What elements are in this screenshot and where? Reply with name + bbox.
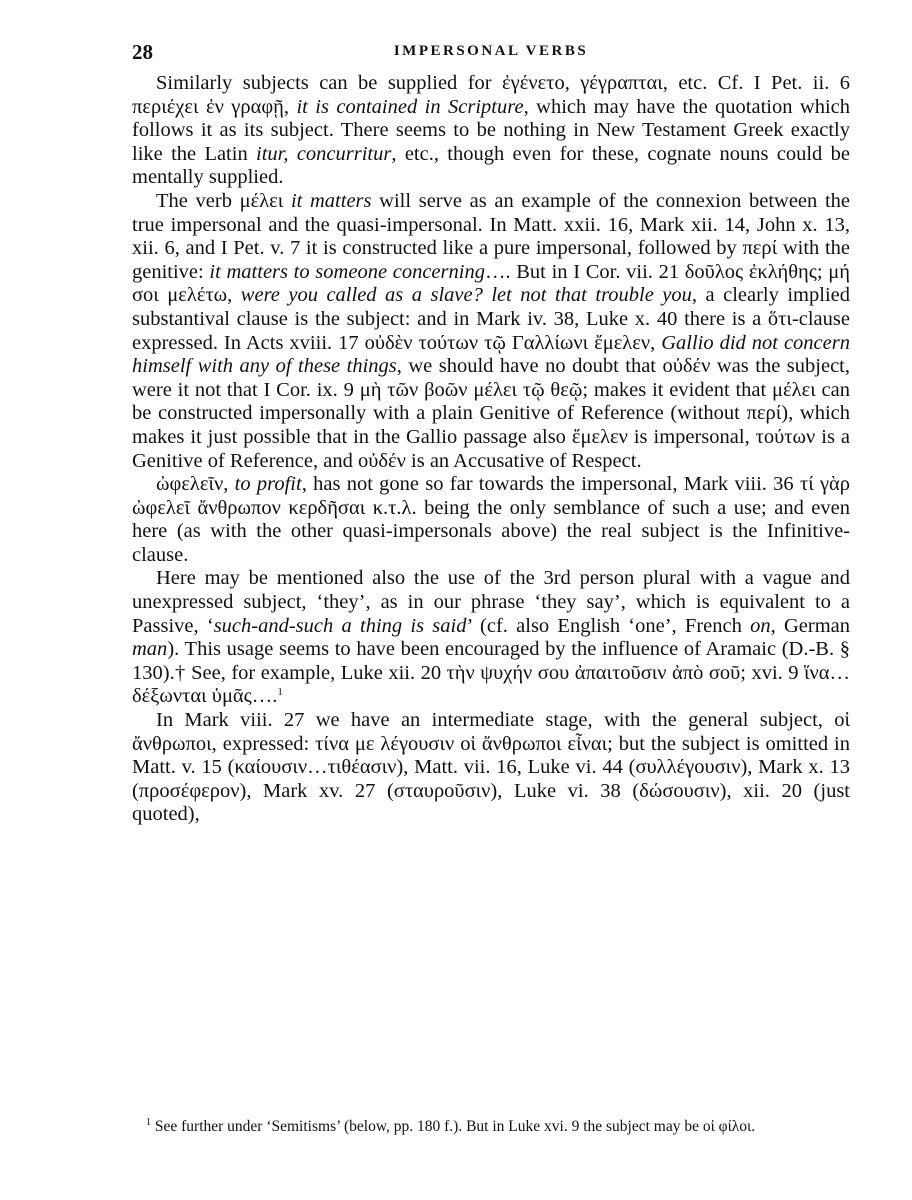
text-run: , has not gone so far towards the impersonal, Mark viii. 36 τί γὰρ ὠφελεῖ ἄνθρωπον κερδῆσαι κ.τ.λ. being the only semblance of such a use; and even here (as with the other quasi-impersonals above) the real subject is the Infinitive-clause.: [132, 473, 851, 566]
text-run: In Mark viii. 27 we have an intermediate stage, with the general subject, οἱ ἄνθρωποι, expressed: τίνα με λέγουσιν οἱ ἄνθρωποι εἶναι; but the subject is omitted in Matt. v. 15 (καίουσιν…τιθέασιν), Matt. vii. 16, Luke vi. 44 (συλλέγουσιν), Mark x. 13 (προσέφερον), Mark xv. 27 (σταυροῦσιν), Luke vi. 38 (δώσουσιν), xii. 20 (just quoted),: [132, 709, 850, 826]
footnote-text: See further under ‘Semitisms’ (below, pp. 180 f.). But in Luke xvi. 9 the subject may be οἱ φίλοι.: [154, 1118, 756, 1135]
text-run: , we should have no doubt that οὐδέν was the subject, were it not that I Cor. ix. 9 μὴ τῶν βοῶν μέλει τῷ θεῷ; makes it evident that μέλει can be constructed impersonally with a plain Genitive of Reference (without περί), which makes it just possible that in the Gallio passage also ἔμελεν is impersonal, τούτων is a Genitive of Reference, and οὐδέν is an Accusative of Respect.: [132, 355, 850, 472]
italic-gloss: Gallio did not concern himself with any of these things: [132, 331, 850, 378]
text-run: ). This usage seems to have been encouraged by the influence of Aramaic (D.-B. § 130).† See, for example, Luke xii. 20 τὴν ψυχήν σου ἀπαιτοῦσιν ἀπὸ σοῦ; xvi. 9 ἵνα…δέξωνται ὑμᾶς….: [132, 638, 850, 708]
footnote-reference[interactable]: 1: [277, 686, 283, 699]
text-run: ὠφελεῖν,: [156, 473, 235, 496]
text-run: ’ (cf. also English ‘one’, French: [466, 614, 751, 637]
italic-gloss: such-and-such a thing is said: [213, 614, 467, 637]
italic-gloss: it is contained in Scripture: [296, 95, 524, 118]
body-text: [132, 72, 850, 827]
italic-gloss: it matters to someone concerning: [209, 260, 485, 283]
footnote-mark: 1: [146, 1117, 151, 1128]
paragraph-5: [132, 709, 850, 827]
text-run: The verb μέλει: [156, 189, 291, 212]
paragraph-3: [132, 473, 850, 567]
text-run: will serve as an example of the connexion between the true impersonal and the quasi-impersonal. In Matt. xxii. 16, Mark xii. 14, John x. 13, xii. 6, and I Pet. v. 7 it is constructed like a pure impersonal, followed by περί with the genitive:: [132, 189, 850, 283]
italic-latin: itur, concurritur: [256, 142, 392, 165]
italic-gloss: to profit: [234, 473, 302, 496]
text-run: Here may be mentioned also the use of the 3rd person plural with a vague and unexpressed subject, ‘they’, as in our phrase ‘they say’, which is equivalent to a Passive, ‘: [132, 567, 850, 637]
text-run: , which may have the quotation which follows it as its subject. There seems to be nothing in New Testament Greek exactly like the Latin: [132, 95, 850, 165]
page-number: 28: [132, 40, 153, 64]
italic-gloss: were you called as a slave? let not that trouble you: [240, 284, 692, 307]
paragraph-4: [132, 567, 850, 709]
italic-word: man: [132, 638, 168, 661]
paragraph-2: [132, 190, 850, 473]
page-header: [132, 40, 850, 70]
text-run: …. But in I Cor. vii. 21 δοῦλος ἐκλήθης; μή σοι μελέτω,: [132, 260, 850, 307]
paragraph-1: [132, 72, 850, 190]
footnote: [132, 1116, 850, 1137]
italic-gloss: it matters: [290, 189, 372, 212]
text-run: , etc., though even for these, cognate nouns could be mentally supplied.: [132, 142, 850, 189]
text-run: , German: [770, 614, 851, 637]
italic-word: on: [750, 614, 771, 637]
text-run: Similarly subjects can be supplied for ἐγένετο, γέγραπται, etc. Cf. I Pet. ii. 6 περιέχει ἐν γραφῇ,: [132, 72, 850, 118]
footnote-paragraph: [132, 1116, 850, 1137]
running-head: IMPERSONAL VERBS: [393, 43, 589, 59]
text-run: , a clearly implied substantival clause is the subject: and in Mark iv. 38, Luke x. 40 there is a ὅτι-clause expressed. In Acts xviii. 17 οὐδὲν τούτων τῷ Γαλλίωνι ἔμελεν,: [132, 284, 850, 354]
